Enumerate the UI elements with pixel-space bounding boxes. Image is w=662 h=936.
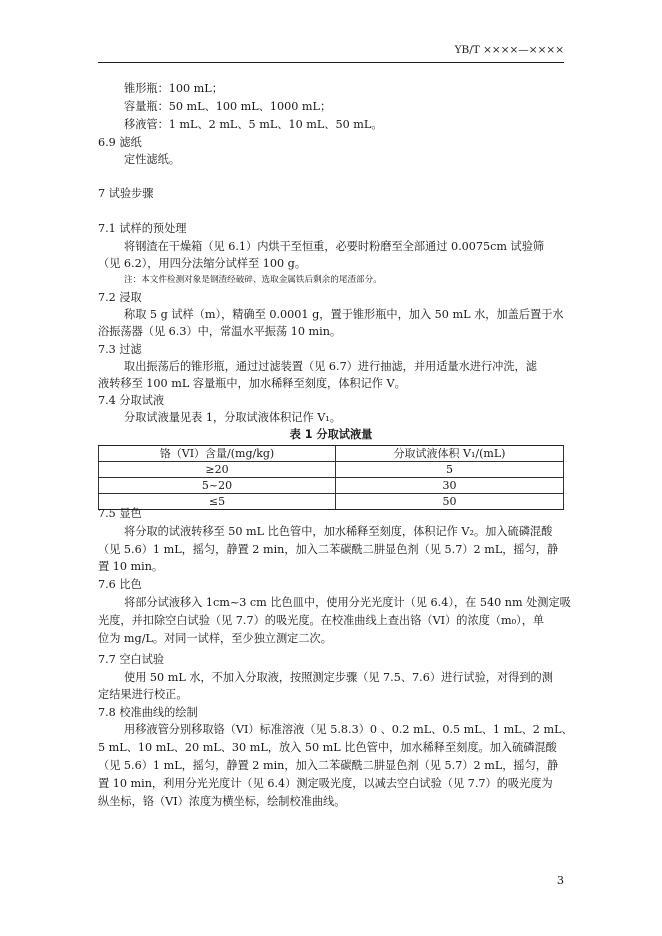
table-header-row (99, 446, 564, 462)
section-7-3-line: 液转移至 100 mL 容量瓶中，加水稀释至刻度，体积记作 V。 (98, 377, 406, 390)
section-7-8-line: 用移液管分别移取铬（VI）标准溶液（见 5.8.3）0 、0.2 mL、0.5 mL、1 mL、2 mL、 (124, 723, 573, 736)
section-7-5-line: 置 10 min。 (98, 560, 164, 573)
section-7-6-line: 将部分试液移入 1cm~3 cm 比色皿中，使用分光光度计（见 6.4），在 540 nm 处测定吸 (124, 596, 571, 609)
section-7-5-line: （见 5.6）1 mL，摇匀，静置 2 min，加入二苯碳酰二肼显色剂（见 5.7）2 mL，摇匀，静 (98, 543, 559, 556)
sample-volume-table (98, 445, 564, 510)
table-cell-content: ≥20 (99, 462, 336, 478)
section-7-7-line: 使用 50 mL 水，不加入分取液，按照测定步骤（见 7.5、7.6）进行试验，对得到的测 (124, 671, 553, 684)
section-7-8-line: （见 5.6）1 mL，摇匀，静置 2 min，加入二苯碳酰二肼显色剂（见 5.7）2 mL，摇匀，静 (98, 759, 559, 772)
section-7-6-heading: 7.6 比色 (98, 578, 142, 591)
header-rule (98, 62, 564, 63)
table-cell-volume: 5 (336, 462, 564, 478)
section-7-1-note: 注：本文件检测对象是钢渣经破碎、选取金属铁后剩余的尾渣部分。 (124, 275, 382, 285)
section-7-2-line: 称取 5 g 试样（m），精确至 0.0001 g，置于锥形瓶中，加入 50 mL 水，加盖后置于水 (124, 308, 564, 321)
table-row (99, 462, 564, 478)
section-7-7-heading: 7.7 空白试验 (98, 653, 165, 666)
section-7-1-line: （见 6.2），用四分法缩分试样至 100 g。 (98, 257, 307, 270)
section-7-6-line: 光度，并扣除空白试验（见 7.7）的吸光度。在校准曲线上查出铬（VI）的浓度（m₀），单 (98, 614, 545, 627)
table-cell-content: ≤5 (99, 494, 336, 510)
section-7-3-heading: 7.3 过滤 (98, 343, 142, 356)
table-header-volume: 分取试液体积 V₁/(mL) (336, 446, 564, 462)
section-7-8-heading: 7.8 校准曲线的绘制 (98, 706, 198, 719)
section-7-4-heading: 7.4 分取试液 (98, 394, 165, 407)
section-7-heading: 7 试验步骤 (98, 187, 154, 200)
section-6-9-heading: 6.9 滤纸 (98, 136, 142, 149)
section-7-2-line: 浴振荡器（见 6.3）中，常温水平振荡 10 min。 (98, 325, 342, 338)
table-row (99, 478, 564, 494)
page-number: 3 (556, 874, 564, 887)
section-7-1-line: 将钢渣在干燥箱（见 6.1）内烘干至恒重，必要时粉磨至全部通过 0.0075cm 试验筛 (124, 240, 545, 253)
equipment-volumetric: 容量瓶：50 mL、100 mL、1000 mL； (124, 100, 332, 113)
section-7-8-line: 5 mL、10 mL、20 mL、30 mL，放入 50 mL 比色管中，加水稀释至刻度。加入硫磷混酸 (98, 741, 557, 754)
table-cell-volume: 30 (336, 478, 564, 494)
table-row (99, 494, 564, 510)
section-7-8-line: 置 10 min，利用分光光度计（见 6.4）测定吸光度，以减去空白试验（见 7.7）的吸光度为 (98, 777, 553, 790)
document-code: YB/T ××××—×××× (454, 44, 564, 56)
table-cell-content: 5~20 (99, 478, 336, 494)
section-7-1-heading: 7.1 试样的预处理 (98, 222, 187, 235)
section-7-3-line: 取出振荡后的锥形瓶，通过过滤装置（见 6.7）进行抽滤，并用适量水进行冲洗，滤 (124, 360, 537, 373)
table-title: 表 1 分取试液量 (289, 428, 373, 441)
section-6-9-body: 定性滤纸。 (124, 153, 180, 166)
section-7-5-line: 将分取的试液转移至 50 mL 比色管中，加水稀释至刻度，体积记作 V₂。加入硫磷混酸 (124, 525, 553, 538)
equipment-pipette: 移液管：1 mL、2 mL、5 mL、10 mL、50 mL。 (124, 118, 383, 131)
table-cell-volume: 50 (336, 494, 564, 510)
table-header-content: 铬（VI）含量/(mg/kg) (99, 446, 336, 462)
equipment-flask: 锥形瓶：100 mL； (124, 82, 223, 95)
section-7-5-heading: 7.5 显色 (98, 507, 142, 520)
section-7-7-line: 定结果进行校正。 (98, 688, 188, 701)
section-7-2-heading: 7.2 浸取 (98, 291, 142, 304)
section-7-4-line: 分取试液量见表 1，分取试液体积记作 V₁。 (124, 411, 341, 424)
section-7-8-line: 纵坐标，铬（VI）浓度为横坐标，绘制校准曲线。 (98, 795, 346, 808)
section-7-6-line: 位为 mg/L。对同一试样，至少独立测定二次。 (98, 632, 332, 645)
